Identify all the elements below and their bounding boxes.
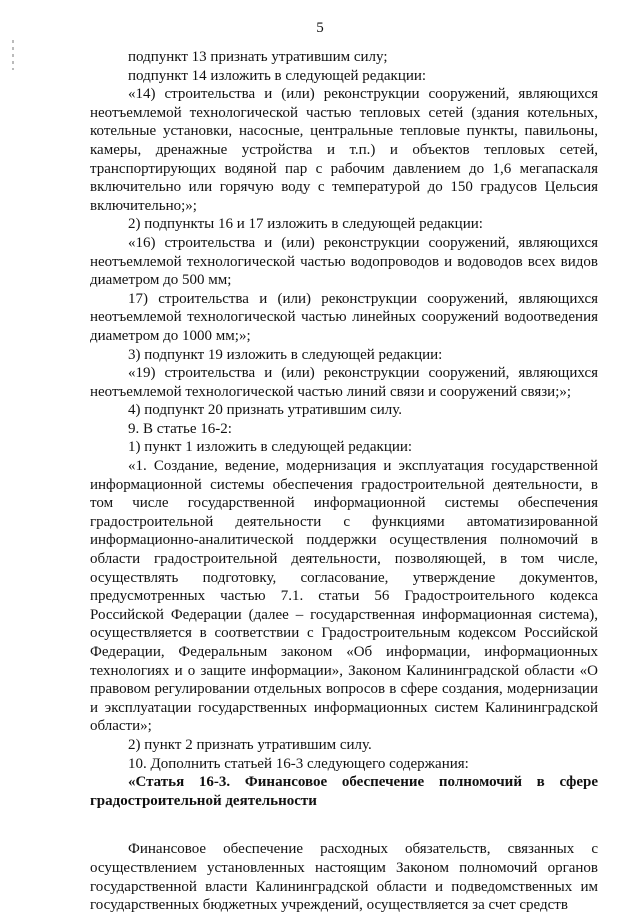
paragraph-item-1-intro: 1) пункт 1 изложить в следующей редакции: <box>128 439 413 456</box>
paragraph-financing-text: Финансовое обеспечение расходных обязательств, связанных с осуществлением установленных настоящим Законом полномочий органов государственной власти Калининградской области и подведомственных им государственных бюджетных учреждений, осуществляется за счет средств <box>90 841 598 914</box>
document-body <box>90 48 598 915</box>
paragraph-subitem-16-text: «16) строительства и (или) реконструкции сооружений, являющихся неотъемлемой технологической частью водопроводов и водоводов всех видов диаметром до 500 мм; <box>90 234 598 289</box>
scan-margin-mark <box>12 40 14 70</box>
page-number: 5 <box>316 20 324 36</box>
paragraph-subitem-20-repeal: 4) подпункт 20 признать утратившим силу. <box>128 402 403 419</box>
paragraph-subitem-14-text: «14) строительства и (или) реконструкции сооружений, являющихся неотъемлемой технологической частью тепловых сетей (здания котельных, котельные установки, насосные, центральные тепловые пункты, павильоны, камеры, дренажные устройства и т.п.) и объектов тепловых сетей, транспортирующих водяной пар с рабочим давлением до 1,6 мегапаскаля включительно или горячую воду с температурой до 150 градусов Цельсия включительно;»; <box>90 86 598 214</box>
paragraph-subitems-16-17-intro: 2) подпункты 16 и 17 изложить в следующей редакции: <box>128 216 483 233</box>
paragraph-subitem-19-text: «19) строительства и (или) реконструкции сооружений, являющихся неотъемлемой технологической частью линий связи и сооружений связи;»; <box>90 365 598 400</box>
paragraph-article-16-2-heading: 9. В статье 16-2: <box>128 420 232 437</box>
paragraph-subitem-14-intro: подпункт 14 изложить в следующей редакции: <box>128 67 427 84</box>
paragraph-subitem-19-intro: 3) подпункт 19 изложить в следующей редакции: <box>128 346 443 363</box>
paragraph-subitem-17-text: 17) строительства и (или) реконструкции сооружений, являющихся неотъемлемой технологической частью линейных сооружений водоотведения диаметром до 1000 мм;»; <box>90 290 598 344</box>
paragraph-item-1-text: «1. Создание, ведение, модернизация и эксплуатация государственной информационной системы обеспечения градостроительной деятельности, в том числе государственной информационной системы обеспечения градостроительной деятельности с функциями автоматизированной информационно-аналитической поддержки осуществления полномочий в области градостроительной деятельности, позволяющей, в том числе, осуществлять подготовку, согласование, утверждение документов, предусмотренных частью 7.1. статьи 56 Градостроительного кодекса Российской Федерации (далее – государственная информационная система), осуществляется в соответствии с Градостроительным кодексом Российской Федерации, Федеральным законом «Об информации, информационных технологиях и о защите информации», Законом Калининградской области «О правовом регулировании отдельных вопросов в сфере создания, модернизации и эксплуатации государственных информационных систем Калининградской области»; <box>90 458 598 735</box>
paragraph-subitem-13-repeal: подпункт 13 признать утратившим силу; <box>128 49 388 65</box>
paragraph-item-2-repeal: 2) пункт 2 признать утратившим силу. <box>128 736 372 753</box>
article-16-3-title: «Статья 16-3. Финансовое обеспечение полномочий в сфере градостроительной деятельности <box>90 774 598 809</box>
paragraph-article-16-3-intro: 10. Дополнить статьей 16-3 следующего содержания: <box>128 755 469 772</box>
